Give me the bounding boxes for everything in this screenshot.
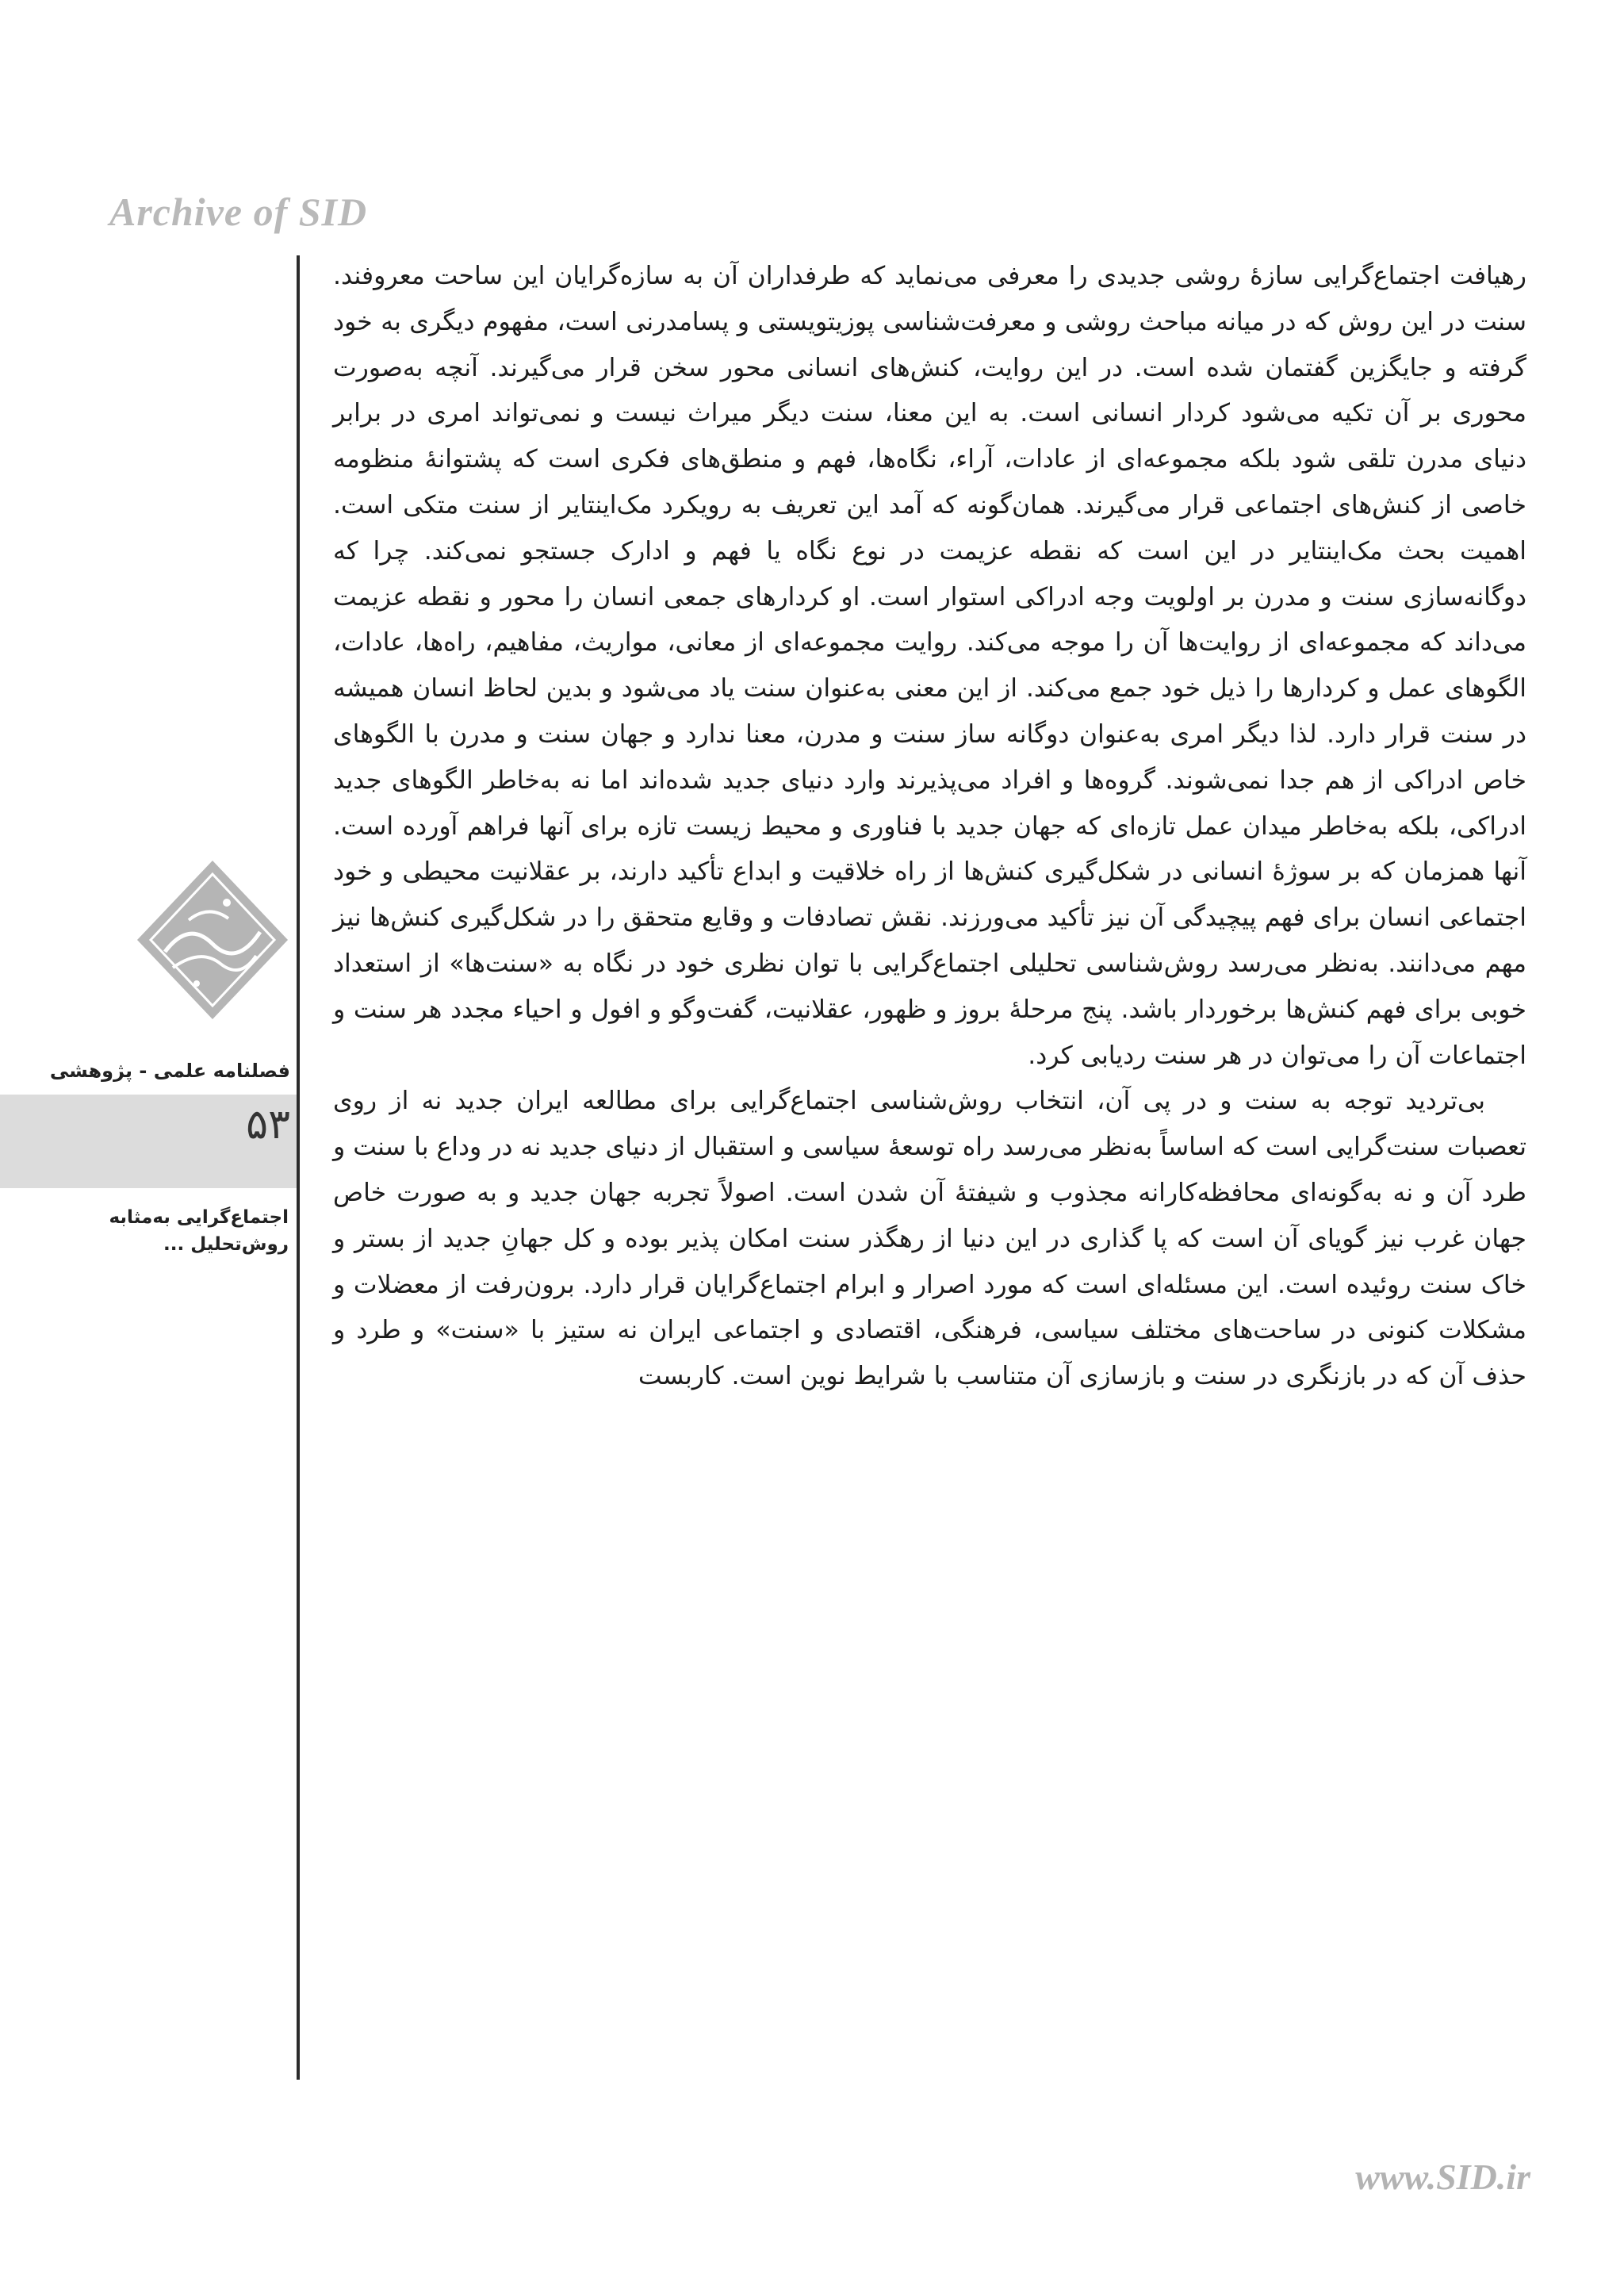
article-title-line: اجتماع‌گرایی به‌مثابه: [109, 1207, 289, 1228]
sid-url-watermark: www.SID.ir: [1355, 2157, 1530, 2197]
institute-emblem-icon: [133, 857, 292, 1023]
journal-label: فصلنامه علمی - پژوهشی: [49, 1060, 290, 1082]
article-body: [333, 254, 1526, 1400]
archive-watermark: Archive of SID: [109, 190, 368, 234]
paragraph: بی‌تردید توجه به سنت و در پی آن، انتخاب روش‌شناسی اجتماع‌گرایی برای مطالعه ایران جدید نه از روی تعصبات سنت‌گرایی است که اساساً به‌نظر می‌رسد راه توسعهٔ سیاسی و استقبال از دنیای جدید نه در وداع با سنت و طرد آن و نه به‌گونه‌ای محافظه‌کارانه مجذوب و شیفتهٔ آن شدن است. اصولاً تجربه جهان جدید و به صورت خاص جهان غرب نیز گویای آن است که پا گذاری در این دنیا از رهگذر سنت امکان پذیر بوده و کل جهانِ جدید از بستر و خاک سنت روئیده است. این مسئله‌ای است که مورد اصرار و ابرام اجتماع‌گرایان قرار دارد. برون‌رفت از معضلات و مشکلات کنونی در ساحت‌های مختلف سیاسی، فرهنگی، اقتصادی و اجتماعی ایران نه ستیز با «سنت» و طرد و حذف آن که در بازنگری در سنت و بازسازی آن متناسب با شرایط نوین است. کاربست: [333, 1087, 1526, 1391]
page-number: ۵۳: [246, 1101, 290, 1149]
margin-rule: [297, 255, 300, 2080]
paragraph: رهیافت اجتماع‌گرایی سازهٔ روشی جدیدی را معرفی می‌نماید که طرفداران آن به سازه‌گرایان این ساحت معروفند. سنت در این روش که در میانه مباحث روشی و معرفت‌شناسی پوزیتویستی و پسامدرنی است، مفهوم دیگری به خود گرفته و جایگزین گفتمان شده است. در این روایت، کنش‌های انسانی محور سخن قرار می‌گیرند. آنچه به‌صورت محوری بر آن تکیه می‌شود کردار انسانی است. به این معنا، سنت دیگر میراث نیست و نمی‌تواند امری در برابر دنیای مدرن تلقی شود بلکه مجموعه‌ای از عادات، آراء، نگاه‌ها، فهم و منطق‌های فکری است که پشتوانهٔ منظومه خاصی از کنش‌های اجتماعی قرار می‌گیرند. همان‌گونه که آمد این تعریف به رویکرد مک‌اینتایر از سنت متکی است. اهمیت بحث مک‌اینتایر در این است که نقطه عزیمت در نوع نگاه یا فهم و ادارک جستجو نمی‌کند. چرا که دوگانه‌سازی سنت و مدرن بر اولویت وجه ادراکی استوار است. او کردارهای جمعی انسان را محور و نقطه عزیمت می‌داند که مجموعه‌ای از روایت‌ها آن را موجه می‌کند. روایت مجموعه‌ای از معانی، مواریث، مفاهیم، راه‌ها، عادات، الگوهای عمل و کردارها را ذیل خود جمع می‌کند. از این معنی به‌عنوان سنت یاد می‌شود و بدین لحاظ انسان همیشه در سنت قرار دارد. لذا دیگر امری به‌عنوان دوگانه ساز سنت و مدرن، معنا ندارد و جهان سنت و مدرن با الگوهای خاص ادراکی از هم جدا نمی‌شوند. گروه‌ها و افراد می‌پذیرند وارد دنیای جدید شده‌اند اما نه به‌خاطر الگوهای جدید ادراکی، بلکه به‌خاطر میدان عمل تازه‌ای که جهان جدید با فناوری و محیط زیست تازه برای آنها فراهم آورده است. آنها همزمان که بر سوژهٔ انسانی در شکل‌گیری کنش‌ها از راه خلاقیت و ابداع تأکید دارند، بر عقلانیت محیطی و خود اجتماعی انسان برای فهم پیچیدگی آن نیز تأکید می‌ورزند. نقش تصادفات و وقایع متحقق را در شکل‌گیری کنش‌ها نیز مهم می‌دانند. به‌نظر می‌رسد روش‌شناسی تحلیلی اجتماع‌گرایی با توان نظری خود در نگاه به «سنت‌ها» از استعداد خوبی برای فهم کنش‌ها برخوردار باشد. پنج مرحلهٔ بروز و ظهور، عقلانیت، گفت‌وگو و افول و احیاء مجدد هر سنت و اجتماعات آن را می‌توان در هر سنت ردیابی کرد.: [333, 262, 1526, 1070]
article-title-line: روش‌تحلیل ...: [163, 1234, 289, 1255]
running-article-title: [0, 1204, 289, 1258]
